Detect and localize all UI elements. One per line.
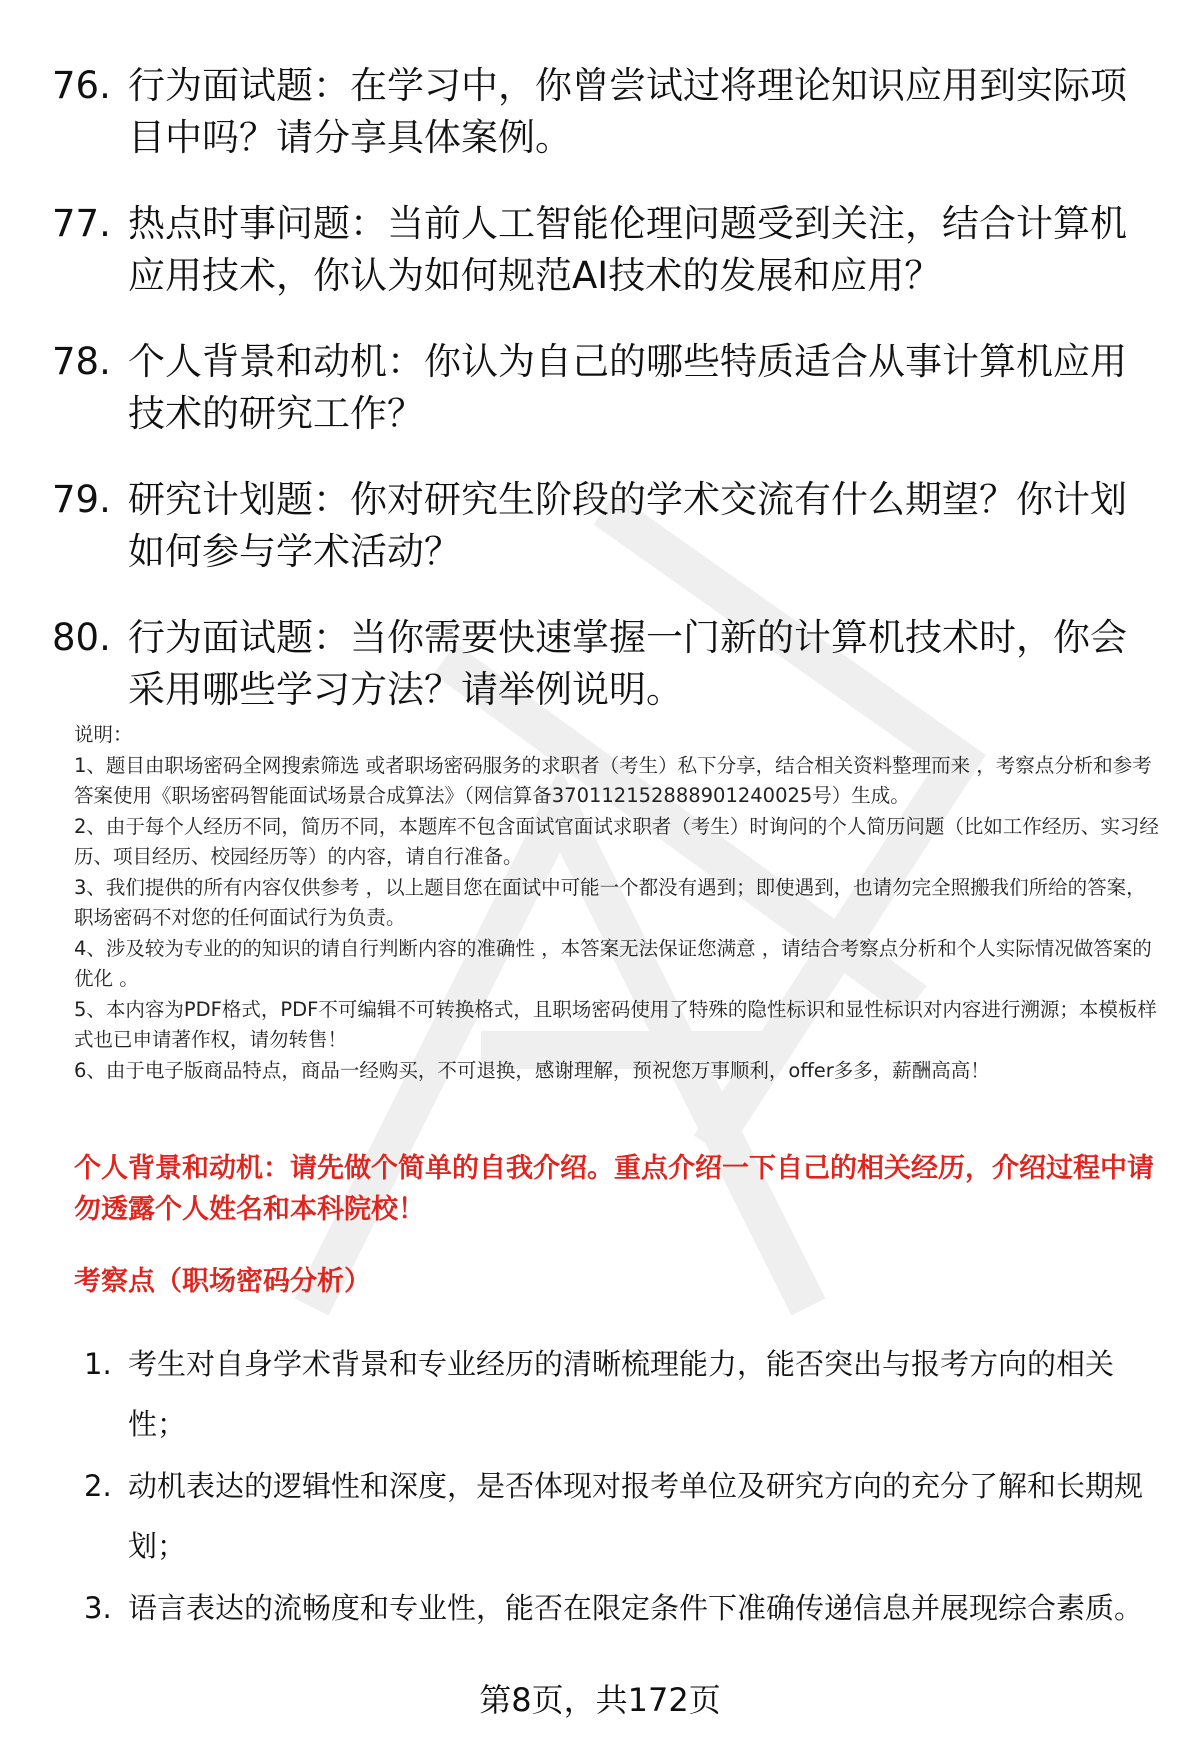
analysis-points <box>84 1334 1164 1640</box>
question-number: 80. <box>52 616 111 659</box>
note-item: 4、涉及较为专业的的知识的请自行判断内容的准确性 ，本答案无法保证您满意 ，请结合考察点分析和个人实际情况做答案的优化 。 <box>74 936 1152 990</box>
question-text: 行为面试题：在学习中，你曾尝试过将理论知识应用到实际项目中吗？请分享具体案例。 <box>128 64 1127 159</box>
point-number: 2. <box>84 1469 112 1503</box>
question-text: 研究计划题：你对研究生阶段的学术交流有什么期望？你计划如何参与学术活动？ <box>128 478 1127 573</box>
analysis-heading: 考察点（职场密码分析） <box>74 1266 371 1297</box>
question-item <box>52 198 1152 302</box>
question-number: 77. <box>52 202 111 245</box>
question-number: 76. <box>52 64 111 107</box>
question-text: 个人背景和动机：你认为自己的哪些特质适合从事计算机应用技术的研究工作？ <box>128 340 1127 435</box>
page-footer: 第8页，共172页 <box>479 1681 721 1719</box>
question-text: 热点时事问题：当前人工智能伦理问题受到关注，结合计算机应用技术，你认为如何规范AI技术的发展和应用？ <box>128 202 1127 297</box>
question-text: 行为面试题：当你需要快速掌握一门新的计算机技术时，你会采用哪些学习方法？请举例说明。 <box>128 616 1127 711</box>
notes-section <box>74 720 1164 1086</box>
point-number: 3. <box>84 1591 112 1625</box>
note-item: 5、本内容为PDF格式，PDF不可编辑不可转换格式，且职场密码使用了特殊的隐性标识和显性标识对内容进行溯源；本模板样式也已申请著作权，请勿转售！ <box>74 997 1157 1051</box>
note-item: 2、由于每个人经历不同，简历不同，本题库不包含面试官面试求职者（考生）时询问的个人简历问题（比如工作经历、实习经历、项目经历、校园经历等）的内容，请自行准备。 <box>74 814 1159 868</box>
analysis-point <box>84 1456 1164 1576</box>
point-text: 考生对自身学术背景和专业经历的清晰梳理能力，能否突出与报考方向的相关性； <box>128 1347 1115 1441</box>
analysis-point <box>84 1334 1164 1454</box>
question-list <box>52 60 1152 750</box>
highlight-question: 个人背景和动机：请先做个简单的自我介绍。重点介绍一下自己的相关经历，介绍过程中请勿透露个人姓名和本科院校！ <box>74 1153 1154 1225</box>
note-item: 3、我们提供的所有内容仅供参考 ，以上题目您在面试中可能一个都没有遇到；即使遇到，也请勿完全照搬我们所给的答案，职场密码不对您的任何面试行为负责。 <box>74 875 1146 929</box>
point-number: 1. <box>84 1347 112 1381</box>
question-item <box>52 336 1152 440</box>
question-item <box>52 612 1152 716</box>
question-item <box>52 474 1152 578</box>
notes-title: 说明： <box>74 723 133 746</box>
point-text: 语言表达的流畅度和专业性，能否在限定条件下准确传递信息并展现综合素质。 <box>128 1591 1144 1625</box>
question-number: 79. <box>52 478 111 521</box>
note-item: 1、题目由职场密码全网搜索筛选 或者职场密码服务的求职者（考生）私下分享，结合相关资料整理而来 ，考察点分析和参考答案使用《职场密码智能面试场景合成算法》（网信算备370112152888901240025号）生成。 <box>74 753 1152 807</box>
point-text: 动机表达的逻辑性和深度，是否体现对报考单位及研究方向的充分了解和长期规划； <box>128 1469 1144 1563</box>
analysis-point <box>84 1578 1164 1638</box>
question-item <box>52 60 1152 164</box>
question-number: 78. <box>52 340 111 383</box>
note-item: 6、由于电子版商品特点，商品一经购买，不可退换，感谢理解，预祝您万事顺利，offer多多，薪酬高高！ <box>74 1058 990 1082</box>
